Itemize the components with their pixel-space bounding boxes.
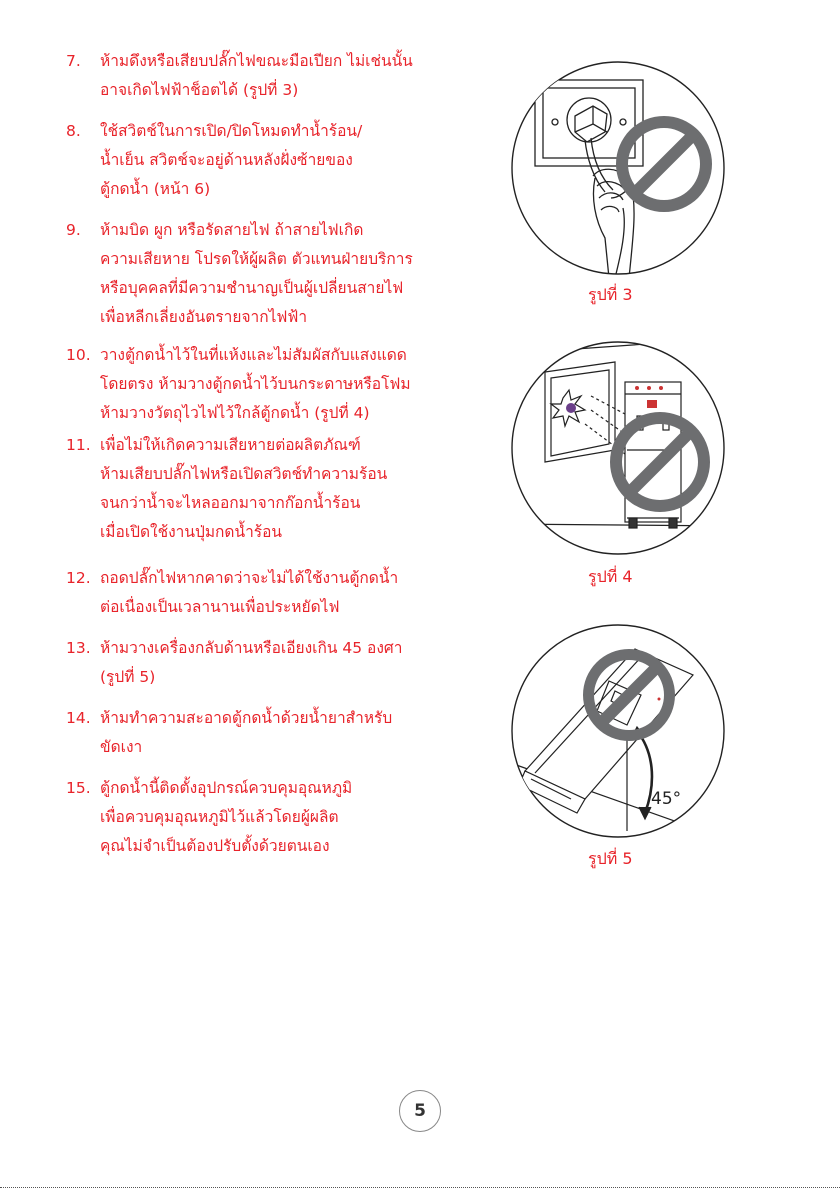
page-bottom-divider [0, 1187, 840, 1188]
item-text-line: หรือบุคคลที่มีความชำนาญเป็นผู้เปลี่ยนสายไฟ [100, 279, 404, 297]
item-text-line: อาจเกิดไฟฟ้าช็อตได้ (รูปที่ 3) [100, 81, 299, 99]
item-text-line: เมื่อเปิดใช้งานปุ่มกดน้ำร้อน [100, 523, 283, 541]
item-text-line: น้ำเย็น สวิตช์จะอยู่ด้านหลังฝั่งซ้ายของ [100, 151, 353, 169]
figure-4-caption: รูปที่ 4 [588, 567, 633, 586]
item-text-line: ห้ามทำความสะอาดตู้กดน้ำด้วยน้ำยาสำหรับ [100, 709, 393, 727]
item-text-line: จนกว่าน้ำจะไหลออกมาจากก๊อกน้ำร้อน [100, 494, 361, 512]
item-text-line: ใช้สวิตช์ในการเปิด/ปิดโหมดทำน้ำร้อน/ [100, 122, 363, 140]
item-number: 10. [66, 346, 91, 364]
item-number: 11. [66, 436, 91, 454]
item-text-line: ห้ามดึงหรือเสียบปลั๊กไฟขณะมือเปียก ไม่เช่นนั้น [100, 52, 413, 70]
item-number: 12. [66, 569, 91, 587]
item-text-line: เพื่อหลีกเลี่ยงอันตรายจากไฟฟ้า [100, 308, 308, 326]
direct-sunlight-prohibited-icon [505, 338, 731, 558]
item-number: 15. [66, 779, 91, 797]
item-number: 14. [66, 709, 91, 727]
figure-3-caption: รูปที่ 3 [588, 285, 633, 304]
item-text-line: ต่อเนื่องเป็นเวลานานเพื่อประหยัดไฟ [100, 598, 340, 616]
tilt-over-45-prohibited-icon [505, 621, 731, 841]
item-text-line: ถอดปลั๊กไฟหากคาดว่าจะไม่ได้ใช้งานตู้กดน้ำ [100, 569, 399, 587]
item-text-line: เพื่อไม่ให้เกิดความเสียหายต่อผลิตภัณฑ์ [100, 436, 361, 454]
item-text-line: ห้ามวางเครื่องกลับด้านหรือเอียงเกิน 45 องศา [100, 639, 403, 657]
item-text-line: ความเสียหาย โปรดให้ผู้ผลิต ตัวแทนฝ่ายบริการ [100, 250, 413, 268]
item-text-line: ขัดเงา [100, 738, 143, 756]
item-text-line: ห้ามบิด ผูก หรือรัดสายไฟ ถ้าสายไฟเกิด [100, 221, 364, 239]
item-number: 9. [66, 221, 81, 239]
item-text-line: ตู้กดน้ำ (หน้า 6) [100, 180, 211, 198]
item-text-line: เพื่อควบคุมอุณหภูมิไว้แล้วโดยผู้ผลิต [100, 808, 339, 826]
item-text-line: คุณไม่จำเป็นต้องปรับตั้งด้วยตนเอง [100, 837, 330, 855]
item-text-line: โดยตรง ห้ามวางตู้กดน้ำไว้บนกระดาษหรือโฟม [100, 375, 411, 393]
figure-5-caption: รูปที่ 5 [588, 849, 633, 868]
item-text-line: ห้ามวางวัตถุไวไฟไว้ใกล้ตู้กดน้ำ (รูปที่ 4) [100, 404, 370, 422]
item-text-line: ห้ามเสียบปลั๊กไฟหรือเปิดสวิตช์ทำความร้อน [100, 465, 388, 483]
unplug-wet-hand-prohibited-icon [505, 58, 731, 278]
item-text-line: วางตู้กดน้ำไว้ในที่แห้งและไม่สัมผัสกับแสงแดด [100, 346, 407, 364]
item-number: 7. [66, 52, 81, 70]
item-text-line: (รูปที่ 5) [100, 668, 156, 686]
item-number: 13. [66, 639, 91, 657]
item-text-line: ตู้กดน้ำนี้ติดตั้งอุปกรณ์ควบคุมอุณหภูมิ [100, 779, 353, 797]
angle-label: 45° [651, 789, 682, 809]
page-number: 5 [399, 1090, 441, 1132]
item-number: 8. [66, 122, 81, 140]
